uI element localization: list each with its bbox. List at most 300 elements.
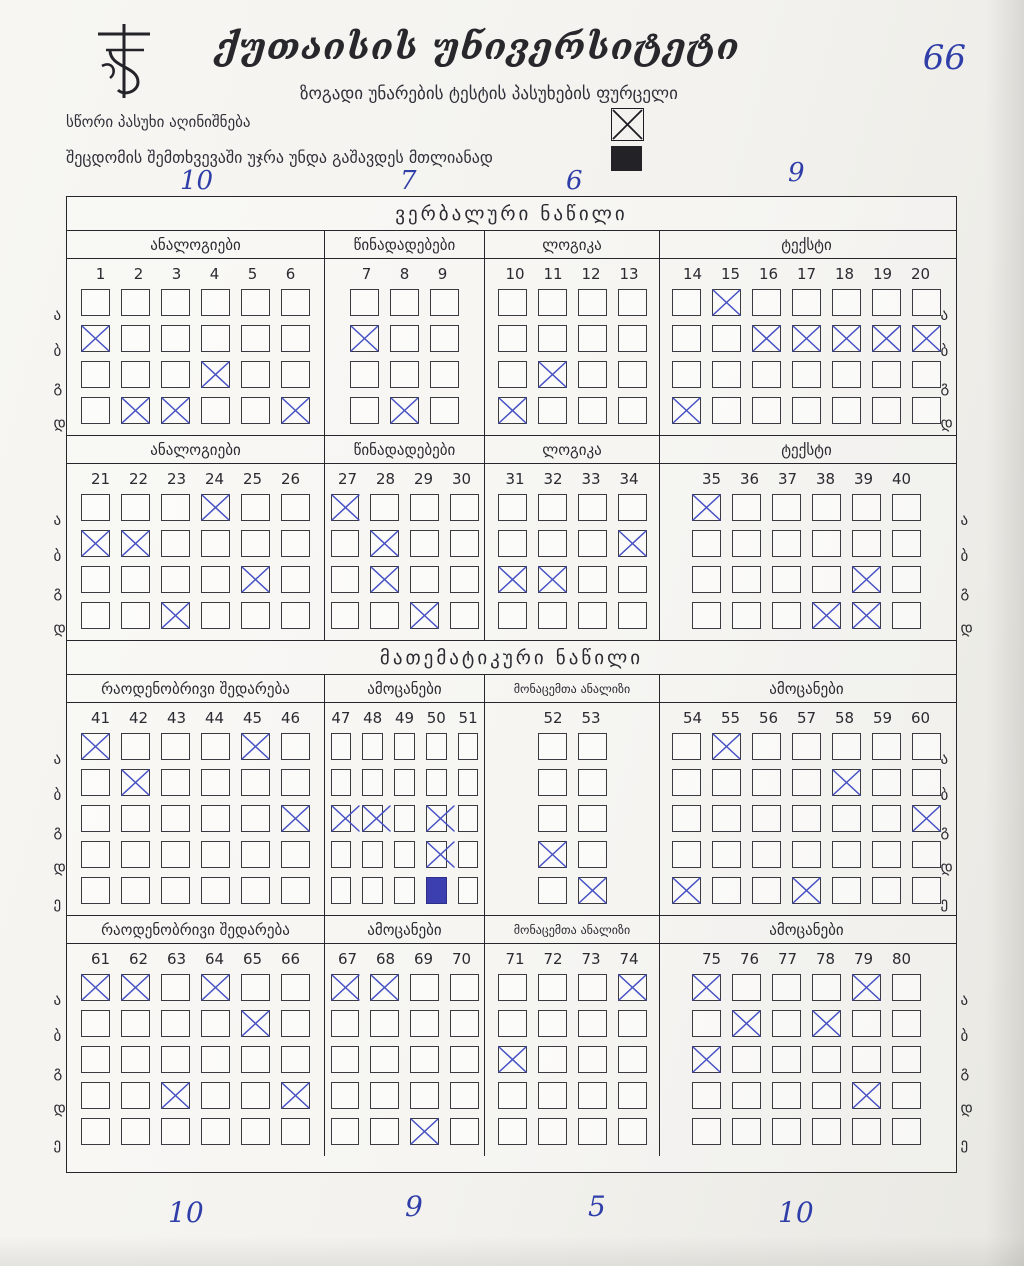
answer-bubble[interactable] [426,841,447,868]
answer-bubble[interactable] [772,530,801,557]
answer-bubble[interactable] [426,769,447,796]
answer-bubble[interactable] [618,494,647,521]
answer-bubble[interactable] [618,361,647,388]
answer-bubble[interactable] [201,1010,230,1037]
answer-bubble[interactable] [281,566,310,593]
answer-bubble[interactable] [201,1046,230,1073]
answer-bubble[interactable] [410,1010,439,1037]
answer-bubble[interactable] [370,1010,399,1037]
answer-bubble[interactable] [281,530,310,557]
answer-bubble[interactable] [281,289,310,316]
answer-bubble[interactable] [832,805,861,832]
answer-bubble[interactable] [578,1046,607,1073]
answer-bubble[interactable] [121,733,150,760]
answer-bubble[interactable] [732,602,761,629]
answer-bubble[interactable] [81,494,110,521]
answer-bubble[interactable] [81,769,110,796]
answer-bubble[interactable] [618,602,647,629]
answer-bubble[interactable] [732,1046,761,1073]
answer-bubble[interactable] [390,325,419,352]
answer-bubble[interactable] [201,397,230,424]
answer-bubble[interactable] [426,877,447,904]
answer-bubble[interactable] [394,877,415,904]
answer-bubble[interactable] [578,325,607,352]
answer-bubble[interactable] [241,602,270,629]
answer-bubble[interactable] [712,877,741,904]
answer-bubble[interactable] [410,566,439,593]
answer-bubble[interactable] [241,1046,270,1073]
answer-bubble[interactable] [161,530,190,557]
answer-bubble[interactable] [852,602,881,629]
answer-bubble[interactable] [538,397,567,424]
answer-bubble[interactable] [712,841,741,868]
answer-bubble[interactable] [892,1118,921,1145]
answer-bubble[interactable] [618,1082,647,1109]
answer-bubble[interactable] [201,325,230,352]
answer-bubble[interactable] [852,974,881,1001]
answer-bubble[interactable] [578,1010,607,1037]
answer-bubble[interactable] [350,289,379,316]
answer-bubble[interactable] [81,289,110,316]
answer-bubble[interactable] [281,361,310,388]
answer-bubble[interactable] [832,325,861,352]
answer-bubble[interactable] [732,1010,761,1037]
answer-bubble[interactable] [161,602,190,629]
answer-bubble[interactable] [410,494,439,521]
answer-bubble[interactable] [201,494,230,521]
answer-bubble[interactable] [792,325,821,352]
answer-bubble[interactable] [458,805,479,832]
answer-bubble[interactable] [362,769,383,796]
answer-bubble[interactable] [672,289,701,316]
answer-bubble[interactable] [121,1010,150,1037]
answer-bubble[interactable] [410,530,439,557]
answer-bubble[interactable] [362,805,383,832]
answer-bubble[interactable] [712,289,741,316]
answer-bubble[interactable] [458,877,479,904]
answer-bubble[interactable] [121,494,150,521]
answer-bubble[interactable] [331,566,360,593]
answer-bubble[interactable] [712,733,741,760]
answer-bubble[interactable] [161,361,190,388]
answer-bubble[interactable] [201,530,230,557]
answer-bubble[interactable] [331,1046,360,1073]
answer-bubble[interactable] [121,769,150,796]
answer-bubble[interactable] [498,530,527,557]
answer-bubble[interactable] [161,733,190,760]
answer-bubble[interactable] [281,397,310,424]
answer-bubble[interactable] [732,1118,761,1145]
answer-bubble[interactable] [201,602,230,629]
answer-bubble[interactable] [241,974,270,1001]
answer-bubble[interactable] [161,805,190,832]
answer-bubble[interactable] [498,494,527,521]
answer-bubble[interactable] [892,1010,921,1037]
answer-bubble[interactable] [394,841,415,868]
answer-bubble[interactable] [832,289,861,316]
answer-bubble[interactable] [370,530,399,557]
answer-bubble[interactable] [578,805,607,832]
answer-bubble[interactable] [350,325,379,352]
answer-bubble[interactable] [772,1010,801,1037]
answer-bubble[interactable] [281,1118,310,1145]
answer-bubble[interactable] [692,1046,721,1073]
answer-bubble[interactable] [281,325,310,352]
answer-bubble[interactable] [81,1010,110,1037]
answer-bubble[interactable] [394,805,415,832]
answer-bubble[interactable] [538,566,567,593]
answer-bubble[interactable] [852,530,881,557]
answer-bubble[interactable] [121,530,150,557]
answer-bubble[interactable] [498,1082,527,1109]
answer-bubble[interactable] [618,289,647,316]
answer-bubble[interactable] [121,361,150,388]
answer-bubble[interactable] [752,877,781,904]
answer-bubble[interactable] [618,530,647,557]
answer-bubble[interactable] [498,1046,527,1073]
answer-bubble[interactable] [410,1082,439,1109]
answer-bubble[interactable] [370,974,399,1001]
answer-bubble[interactable] [331,841,352,868]
answer-bubble[interactable] [331,805,352,832]
answer-bubble[interactable] [370,1046,399,1073]
answer-bubble[interactable] [578,289,607,316]
answer-bubble[interactable] [892,494,921,521]
answer-bubble[interactable] [792,397,821,424]
answer-bubble[interactable] [241,494,270,521]
answer-bubble[interactable] [812,530,841,557]
answer-bubble[interactable] [872,841,901,868]
answer-bubble[interactable] [450,566,479,593]
answer-bubble[interactable] [578,494,607,521]
answer-bubble[interactable] [752,805,781,832]
answer-bubble[interactable] [812,1010,841,1037]
answer-bubble[interactable] [390,361,419,388]
answer-bubble[interactable] [792,361,821,388]
answer-bubble[interactable] [161,841,190,868]
answer-bubble[interactable] [241,877,270,904]
answer-bubble[interactable] [498,602,527,629]
answer-bubble[interactable] [892,602,921,629]
answer-bubble[interactable] [81,841,110,868]
answer-bubble[interactable] [732,974,761,1001]
answer-bubble[interactable] [121,325,150,352]
answer-bubble[interactable] [458,733,479,760]
answer-bubble[interactable] [832,397,861,424]
answer-bubble[interactable] [538,769,567,796]
answer-bubble[interactable] [752,769,781,796]
answer-bubble[interactable] [450,1082,479,1109]
answer-bubble[interactable] [538,289,567,316]
answer-bubble[interactable] [912,325,941,352]
answer-bubble[interactable] [81,530,110,557]
answer-bubble[interactable] [732,1082,761,1109]
answer-bubble[interactable] [241,325,270,352]
answer-bubble[interactable] [752,841,781,868]
answer-bubble[interactable] [161,1046,190,1073]
answer-bubble[interactable] [394,769,415,796]
answer-bubble[interactable] [281,602,310,629]
answer-bubble[interactable] [121,397,150,424]
answer-bubble[interactable] [121,566,150,593]
answer-bubble[interactable] [498,974,527,1001]
answer-bubble[interactable] [618,1046,647,1073]
answer-bubble[interactable] [538,1118,567,1145]
answer-bubble[interactable] [281,1082,310,1109]
answer-bubble[interactable] [578,733,607,760]
answer-bubble[interactable] [370,494,399,521]
answer-bubble[interactable] [331,494,360,521]
answer-bubble[interactable] [331,1118,360,1145]
answer-bubble[interactable] [498,325,527,352]
answer-bubble[interactable] [241,769,270,796]
answer-bubble[interactable] [121,974,150,1001]
answer-bubble[interactable] [498,397,527,424]
answer-bubble[interactable] [410,974,439,1001]
answer-bubble[interactable] [852,1082,881,1109]
answer-bubble[interactable] [872,877,901,904]
answer-bubble[interactable] [712,325,741,352]
answer-bubble[interactable] [241,530,270,557]
answer-bubble[interactable] [81,361,110,388]
answer-bubble[interactable] [812,602,841,629]
answer-bubble[interactable] [538,361,567,388]
answer-bubble[interactable] [772,602,801,629]
answer-bubble[interactable] [241,289,270,316]
answer-bubble[interactable] [121,841,150,868]
answer-bubble[interactable] [538,494,567,521]
answer-bubble[interactable] [161,1118,190,1145]
answer-bubble[interactable] [350,361,379,388]
answer-bubble[interactable] [121,602,150,629]
answer-bubble[interactable] [370,1082,399,1109]
answer-bubble[interactable] [161,289,190,316]
answer-bubble[interactable] [852,494,881,521]
answer-bubble[interactable] [241,397,270,424]
answer-bubble[interactable] [732,566,761,593]
answer-bubble[interactable] [872,289,901,316]
answer-bubble[interactable] [912,397,941,424]
answer-bubble[interactable] [692,530,721,557]
answer-bubble[interactable] [121,289,150,316]
answer-bubble[interactable] [161,974,190,1001]
answer-bubble[interactable] [852,1046,881,1073]
answer-bubble[interactable] [832,361,861,388]
answer-bubble[interactable] [792,877,821,904]
answer-bubble[interactable] [281,805,310,832]
answer-bubble[interactable] [812,974,841,1001]
answer-bubble[interactable] [450,494,479,521]
answer-bubble[interactable] [331,530,360,557]
answer-bubble[interactable] [350,397,379,424]
answer-bubble[interactable] [752,289,781,316]
answer-bubble[interactable] [672,877,701,904]
answer-bubble[interactable] [772,1082,801,1109]
answer-bubble[interactable] [792,841,821,868]
answer-bubble[interactable] [201,805,230,832]
answer-bubble[interactable] [772,566,801,593]
answer-bubble[interactable] [672,769,701,796]
answer-bubble[interactable] [538,805,567,832]
answer-bubble[interactable] [692,566,721,593]
answer-bubble[interactable] [912,733,941,760]
answer-bubble[interactable] [161,566,190,593]
answer-bubble[interactable] [331,1082,360,1109]
answer-bubble[interactable] [362,841,383,868]
answer-bubble[interactable] [201,769,230,796]
answer-bubble[interactable] [394,733,415,760]
answer-bubble[interactable] [712,361,741,388]
answer-bubble[interactable] [430,397,459,424]
answer-bubble[interactable] [912,289,941,316]
answer-bubble[interactable] [241,566,270,593]
answer-bubble[interactable] [578,769,607,796]
answer-bubble[interactable] [331,877,352,904]
answer-bubble[interactable] [812,566,841,593]
answer-bubble[interactable] [241,1082,270,1109]
answer-bubble[interactable] [578,841,607,868]
answer-bubble[interactable] [832,769,861,796]
answer-bubble[interactable] [578,566,607,593]
answer-bubble[interactable] [121,1082,150,1109]
answer-bubble[interactable] [912,877,941,904]
answer-bubble[interactable] [81,602,110,629]
answer-bubble[interactable] [81,974,110,1001]
answer-bubble[interactable] [362,877,383,904]
answer-bubble[interactable] [578,530,607,557]
answer-bubble[interactable] [712,805,741,832]
answer-bubble[interactable] [390,289,419,316]
answer-bubble[interactable] [426,733,447,760]
answer-bubble[interactable] [618,397,647,424]
answer-bubble[interactable] [121,1118,150,1145]
answer-bubble[interactable] [872,325,901,352]
answer-bubble[interactable] [201,877,230,904]
answer-bubble[interactable] [370,1118,399,1145]
answer-bubble[interactable] [692,1118,721,1145]
answer-bubble[interactable] [752,733,781,760]
answer-bubble[interactable] [832,877,861,904]
answer-bubble[interactable] [538,1010,567,1037]
answer-bubble[interactable] [618,1010,647,1037]
answer-bubble[interactable] [912,769,941,796]
answer-bubble[interactable] [852,1118,881,1145]
answer-bubble[interactable] [792,289,821,316]
answer-bubble[interactable] [538,974,567,1001]
answer-bubble[interactable] [538,877,567,904]
answer-bubble[interactable] [370,566,399,593]
answer-bubble[interactable] [450,1118,479,1145]
answer-bubble[interactable] [712,769,741,796]
answer-bubble[interactable] [241,841,270,868]
answer-bubble[interactable] [161,769,190,796]
answer-bubble[interactable] [872,733,901,760]
answer-bubble[interactable] [81,566,110,593]
answer-bubble[interactable] [618,974,647,1001]
answer-bubble[interactable] [832,841,861,868]
answer-bubble[interactable] [772,494,801,521]
answer-bubble[interactable] [772,1046,801,1073]
answer-bubble[interactable] [81,733,110,760]
answer-bubble[interactable] [281,733,310,760]
answer-bubble[interactable] [121,1046,150,1073]
answer-bubble[interactable] [538,530,567,557]
answer-bubble[interactable] [538,1046,567,1073]
answer-bubble[interactable] [331,1010,360,1037]
answer-bubble[interactable] [241,805,270,832]
answer-bubble[interactable] [161,494,190,521]
answer-bubble[interactable] [281,1010,310,1037]
answer-bubble[interactable] [281,974,310,1001]
answer-bubble[interactable] [578,974,607,1001]
answer-bubble[interactable] [852,566,881,593]
answer-bubble[interactable] [81,325,110,352]
answer-bubble[interactable] [892,1046,921,1073]
answer-bubble[interactable] [692,602,721,629]
answer-bubble[interactable] [618,566,647,593]
answer-bubble[interactable] [498,1010,527,1037]
answer-bubble[interactable] [618,1118,647,1145]
answer-bubble[interactable] [241,1118,270,1145]
answer-bubble[interactable] [410,1118,439,1145]
answer-bubble[interactable] [538,1082,567,1109]
answer-bubble[interactable] [578,397,607,424]
answer-bubble[interactable] [331,974,360,1001]
answer-bubble[interactable] [812,1046,841,1073]
answer-bubble[interactable] [458,841,479,868]
answer-bubble[interactable] [792,733,821,760]
answer-bubble[interactable] [331,602,360,629]
answer-bubble[interactable] [201,1082,230,1109]
answer-bubble[interactable] [81,877,110,904]
answer-bubble[interactable] [121,805,150,832]
answer-bubble[interactable] [121,877,150,904]
answer-bubble[interactable] [672,361,701,388]
answer-bubble[interactable] [450,530,479,557]
answer-bubble[interactable] [450,974,479,1001]
answer-bubble[interactable] [201,974,230,1001]
answer-bubble[interactable] [426,805,447,832]
answer-bubble[interactable] [241,361,270,388]
answer-bubble[interactable] [201,1118,230,1145]
answer-bubble[interactable] [538,733,567,760]
answer-bubble[interactable] [458,769,479,796]
answer-bubble[interactable] [892,1082,921,1109]
answer-bubble[interactable] [430,325,459,352]
answer-bubble[interactable] [430,361,459,388]
answer-bubble[interactable] [161,1010,190,1037]
answer-bubble[interactable] [872,769,901,796]
answer-bubble[interactable] [450,1046,479,1073]
answer-bubble[interactable] [752,325,781,352]
answer-bubble[interactable] [832,733,861,760]
answer-bubble[interactable] [812,494,841,521]
answer-bubble[interactable] [362,733,383,760]
answer-bubble[interactable] [81,805,110,832]
answer-bubble[interactable] [370,602,399,629]
answer-bubble[interactable] [498,1118,527,1145]
answer-bubble[interactable] [692,494,721,521]
answer-bubble[interactable] [812,1082,841,1109]
answer-bubble[interactable] [201,361,230,388]
answer-bubble[interactable] [672,805,701,832]
answer-bubble[interactable] [281,1046,310,1073]
answer-bubble[interactable] [81,1082,110,1109]
answer-bubble[interactable] [672,733,701,760]
answer-bubble[interactable] [498,289,527,316]
answer-bubble[interactable] [410,602,439,629]
answer-bubble[interactable] [812,1118,841,1145]
